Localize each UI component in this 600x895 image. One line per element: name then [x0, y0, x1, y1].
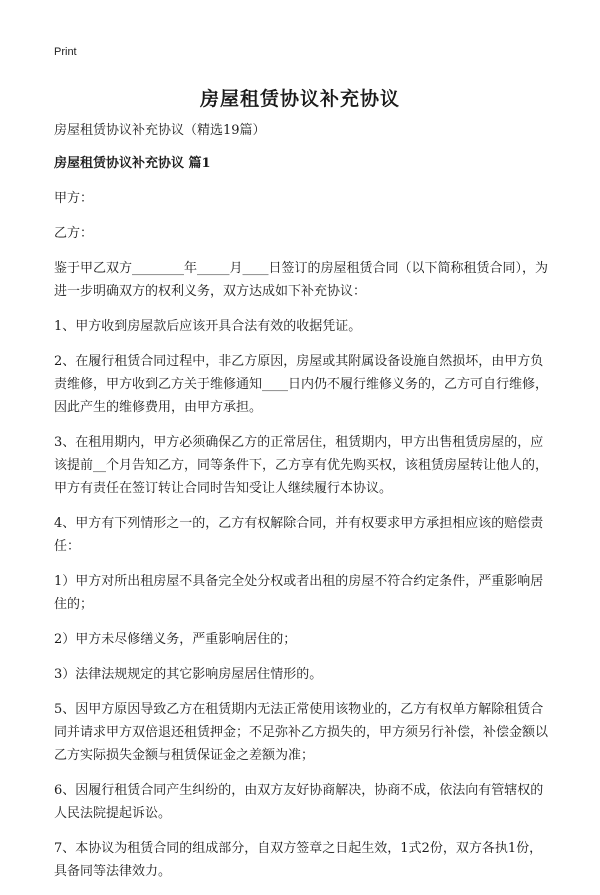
clause-5: 5、因甲方原因导致乙方在租赁期内无法正常使用该物业的，乙方有权单方解除租赁合同并请求甲方双倍退还租赁押金；不足弥补乙方损失的，甲方须另行补偿，补偿金额以乙方实际损失金额与租赁保证金之差额为准；	[54, 702, 549, 763]
clause-3: 3、在租用期内，甲方必须确保乙方的正常居住，租赁期内，甲方出售租赁房屋的，应该提前__个月告知乙方，同等条件下，乙方享有优先购买权，该租赁房屋转让他人的，甲方有责任在签订转让合同时告知受让人继续履行本协议。	[54, 435, 549, 496]
clause-4: 4、甲方有下列情形之一的，乙方有权解除合同，并有权要求甲方承担相应该的赔偿责任：	[54, 516, 544, 554]
clause-1: 1、甲方收到房屋款后应该开具合法有效的收据凭证。	[54, 319, 362, 334]
section-heading: 房屋租赁协议补充协议 篇1	[54, 156, 211, 171]
preamble-paragraph: 鉴于甲乙双方________年_____月____日签订的房屋租赁合同（以下简称租赁合同），为进一步明确双方的权利义务，双方达成如下补充协议：	[54, 261, 549, 299]
clause-2: 2、在履行租赁合同过程中，非乙方原因，房屋或其附属设备设施自然损坏，由甲方负责维修，甲方收到乙方关于维修通知____日内仍不履行维修义务的，乙方可自行维修，因此产生的维修费用，由甲方承担。	[54, 354, 549, 415]
print-link[interactable]: Print	[54, 46, 77, 58]
document-body	[54, 119, 550, 895]
document-title: 房屋租赁协议补充协议	[199, 88, 400, 110]
clause-4-item-2: 2）甲方未尽修缮义务，严重影响居住的；	[54, 632, 297, 647]
clause-6: 6、因履行租赁合同产生纠纷的，由双方友好协商解决，协商不成，依法向有管辖权的人民法院提起诉讼。	[54, 783, 544, 821]
party-b-line: 乙方：	[54, 226, 94, 241]
clause-4-item-3: 3）法律法规规定的其它影响房屋居住情形的。	[54, 667, 323, 682]
party-a-line: 甲方：	[54, 191, 94, 206]
clause-7: 7、本协议为租赁合同的组成部分，自双方签章之日起生效，1式2份，双方各执1份，具备同等法律效力。	[54, 841, 543, 879]
document-subtitle: 房屋租赁协议补充协议（精选19篇）	[54, 123, 266, 138]
clause-4-item-1: 1）甲方对所出租房屋不具备完全处分权或者出租的房屋不符合约定条件，严重影响居住的；	[54, 574, 544, 612]
